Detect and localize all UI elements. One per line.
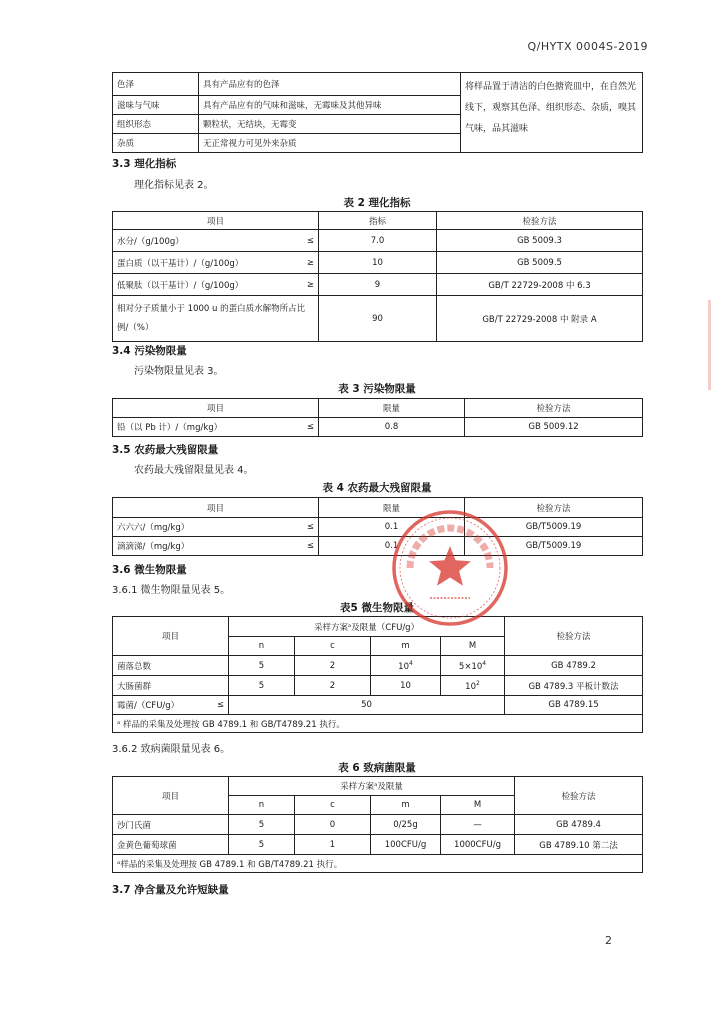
- table-cell: 菌落总数: [113, 656, 229, 676]
- section-heading: 3.4 污染物限量: [112, 345, 187, 357]
- comparison-symbol: ≤: [306, 541, 314, 551]
- table-cell: 相对分子质量小于 1000 u 的蛋白质水解物所占比例/（%）: [113, 296, 319, 342]
- table-cell: [441, 656, 505, 676]
- table-note: ᵃ样品的采集及处理按 GB 4789.1 和 GB/T4789.21 执行。: [113, 855, 643, 873]
- table-cell: 10: [371, 676, 441, 696]
- table-cell: 具有产品应有的气味和滋味，无霉味及其他异味: [199, 96, 461, 115]
- table-cell: 9: [319, 274, 437, 296]
- table-cell: GB 5009.12: [465, 418, 643, 437]
- table-cell: 无正常视力可见外来杂质: [199, 134, 461, 153]
- table-cell: 组织形态: [113, 115, 199, 134]
- page-number: 2: [605, 934, 612, 947]
- item-label: 蛋白质（以干基计）/（g/100g）: [117, 258, 244, 269]
- item-label: 铅（以 Pb 计）/（mg/kg）: [117, 423, 223, 433]
- table-cell: 5: [229, 656, 295, 676]
- table-cell: [371, 656, 441, 676]
- table-caption: 表5 微生物限量: [340, 602, 414, 614]
- contaminant-table: [112, 398, 643, 437]
- table-caption: 表 6 致病菌限量: [338, 762, 416, 774]
- table-cell: 沙门氏菌: [113, 815, 229, 835]
- physicochemical-table: [112, 211, 643, 342]
- value-base: 10: [398, 661, 409, 672]
- table-cell: GB 4789.10 第二法: [515, 835, 643, 855]
- table-header-row: [113, 212, 643, 230]
- table-cell: [113, 696, 229, 715]
- table-header: 指标: [319, 212, 437, 230]
- table-cell: GB 4789.2: [505, 656, 643, 676]
- table-header: 检验方法: [465, 498, 643, 518]
- pesticide-table: [112, 497, 643, 556]
- table-note: ᵃ 样品的采集及处理按 GB 4789.1 和 GB/T4789.21 执行。: [113, 715, 643, 733]
- table-cell: 90: [319, 296, 437, 342]
- table-cell: GB 5009.3: [437, 230, 643, 252]
- table-header: 项目: [113, 212, 319, 230]
- table-row: [113, 518, 643, 537]
- table-cell: 0.1: [319, 537, 465, 556]
- table-header: 采样方案ᵃ及限量（CFU/g）: [229, 617, 505, 637]
- table-cell: 杂质: [113, 134, 199, 153]
- table-cell: [113, 537, 319, 556]
- table-cell: GB/T 22729-2008 中 6.3: [437, 274, 643, 296]
- section-paragraph: 理化指标见表 2。: [134, 180, 214, 191]
- table-cell: 0: [295, 815, 371, 835]
- table-row: [113, 252, 643, 274]
- table-header: 项目: [113, 777, 229, 815]
- table-header: c: [295, 796, 371, 815]
- section-paragraph: 农药最大残留限量见表 4。: [134, 465, 254, 476]
- table-cell: 0/25g: [371, 815, 441, 835]
- table-header: 检验方法: [465, 399, 643, 418]
- table-header: c: [295, 637, 371, 656]
- table-header-row: [113, 399, 643, 418]
- table-cell: 50: [229, 696, 505, 715]
- table-cell: GB 4789.15: [505, 696, 643, 715]
- table-header: m: [371, 637, 441, 656]
- table-cell: 0.8: [319, 418, 465, 437]
- table-cell: [113, 518, 319, 537]
- table-cell: 1: [295, 835, 371, 855]
- edge-stamp-mark: [708, 300, 723, 390]
- item-label: 霉菌/（CFU/g）: [117, 701, 180, 711]
- table-cell: [113, 418, 319, 437]
- table-header: 检验方法: [505, 617, 643, 656]
- table-cell: 5: [229, 676, 295, 696]
- table-header: M: [441, 637, 505, 656]
- sensory-method-cell: 将样品置于清洁的白色搪瓷皿中，在自然光线下，观察其色泽、组织形态、杂质，嗅其气味，品其滋味: [461, 73, 643, 153]
- table-cell: 0.1: [319, 518, 465, 537]
- comparison-symbol: ≤: [306, 522, 314, 532]
- item-label: 六六六/（mg/kg）: [117, 523, 190, 533]
- table-caption: 表 2 理化指标: [343, 197, 411, 209]
- comparison-symbol: ≥: [306, 279, 314, 290]
- table-cell: 颗粒状，无结块，无霉变: [199, 115, 461, 134]
- table-cell: GB 4789.4: [515, 815, 643, 835]
- table-header: 项目: [113, 498, 319, 518]
- table-row: [113, 296, 643, 342]
- table-cell: 具有产品应有的色泽: [199, 73, 461, 96]
- value-exponent: 2: [476, 679, 480, 687]
- table-cell: 2: [295, 656, 371, 676]
- table-header-row: [113, 498, 643, 518]
- table-row: [113, 656, 643, 676]
- table-cell: GB 5009.5: [437, 252, 643, 274]
- table-row: [113, 230, 643, 252]
- table-row: [113, 73, 643, 96]
- section-heading: 3.5 农药最大残留限量: [112, 444, 219, 456]
- table-cell: GB/T 22729-2008 中 附录 A: [437, 296, 643, 342]
- table-cell: GB/T5009.19: [465, 518, 643, 537]
- table-header: 检验方法: [515, 777, 643, 815]
- table-cell: GB 4789.3 平板计数法: [505, 676, 643, 696]
- table-header: n: [229, 796, 295, 815]
- table-cell: [113, 252, 319, 274]
- section-heading: 3.3 理化指标: [112, 158, 177, 170]
- table-cell: 100CFU/g: [371, 835, 441, 855]
- table-cell: [113, 274, 319, 296]
- comparison-symbol: ≤: [306, 235, 314, 246]
- pathogen-table: [112, 776, 643, 873]
- table-caption: 表 4 农药最大残留限量: [322, 482, 432, 494]
- comparison-symbol: ≤: [216, 700, 224, 710]
- microbial-table: [112, 616, 643, 733]
- table-header: M: [441, 796, 515, 815]
- table-cell: 2: [295, 676, 371, 696]
- table-header: n: [229, 637, 295, 656]
- table-cell: 5: [229, 835, 295, 855]
- comparison-symbol: ≤: [306, 422, 314, 432]
- table-row: [113, 274, 643, 296]
- table-header-row: [113, 777, 643, 796]
- table-cell: —: [441, 815, 515, 835]
- table-row: [113, 835, 643, 855]
- table-note-row: [113, 715, 643, 733]
- table-row: [113, 676, 643, 696]
- subsection-heading: 3.6.2 致病菌限量见表 6。: [112, 744, 231, 755]
- value-base: 10: [465, 681, 476, 692]
- table-header-row: [113, 617, 643, 637]
- table-note-row: [113, 855, 643, 873]
- section-heading: 3.6 微生物限量: [112, 564, 187, 576]
- table-cell: 金黄色葡萄球菌: [113, 835, 229, 855]
- table-header: 限量: [319, 498, 465, 518]
- comparison-symbol: ≥: [306, 257, 314, 268]
- table-row: [113, 418, 643, 437]
- table-cell: 色泽: [113, 73, 199, 96]
- value-base: 5×10: [458, 661, 483, 672]
- table-header: m: [371, 796, 441, 815]
- table-cell: [441, 676, 505, 696]
- value-exponent: 4: [482, 659, 487, 667]
- item-label: 滴滴涕/（mg/kg）: [117, 542, 190, 552]
- value-exponent: 4: [409, 659, 413, 667]
- table-cell: GB/T5009.19: [465, 537, 643, 556]
- table-cell: 10: [319, 252, 437, 274]
- table-cell: 5: [229, 815, 295, 835]
- table-cell: 滋味与气味: [113, 96, 199, 115]
- table-header: 项目: [113, 617, 229, 656]
- table-caption: 表 3 污染物限量: [338, 383, 416, 395]
- table-row: [113, 696, 643, 715]
- seal-star-icon: [429, 546, 471, 586]
- table-header: 采样方案ᵃ及限量: [229, 777, 515, 796]
- item-label: 水分/（g/100g）: [117, 236, 184, 247]
- table-row: [113, 537, 643, 556]
- subsection-heading: 3.6.1 微生物限量见表 5。: [112, 585, 231, 596]
- table-row: [113, 815, 643, 835]
- table-header: 检验方法: [437, 212, 643, 230]
- document-code: Q/HYTX 0004S-2019: [527, 40, 648, 53]
- company-seal-stamp: [390, 508, 510, 628]
- item-label: 低聚肽（以干基计）/（g/100g）: [117, 280, 244, 291]
- table-cell: 大肠菌群: [113, 676, 229, 696]
- table-header: 项目: [113, 399, 319, 418]
- table-header: 限量: [319, 399, 465, 418]
- sensory-table: [112, 72, 643, 153]
- table-cell: 1000CFU/g: [441, 835, 515, 855]
- section-paragraph: 污染物限量见表 3。: [134, 366, 224, 377]
- table-cell: 7.0: [319, 230, 437, 252]
- section-heading: 3.7 净含量及允许短缺量: [112, 884, 229, 896]
- table-cell: [113, 230, 319, 252]
